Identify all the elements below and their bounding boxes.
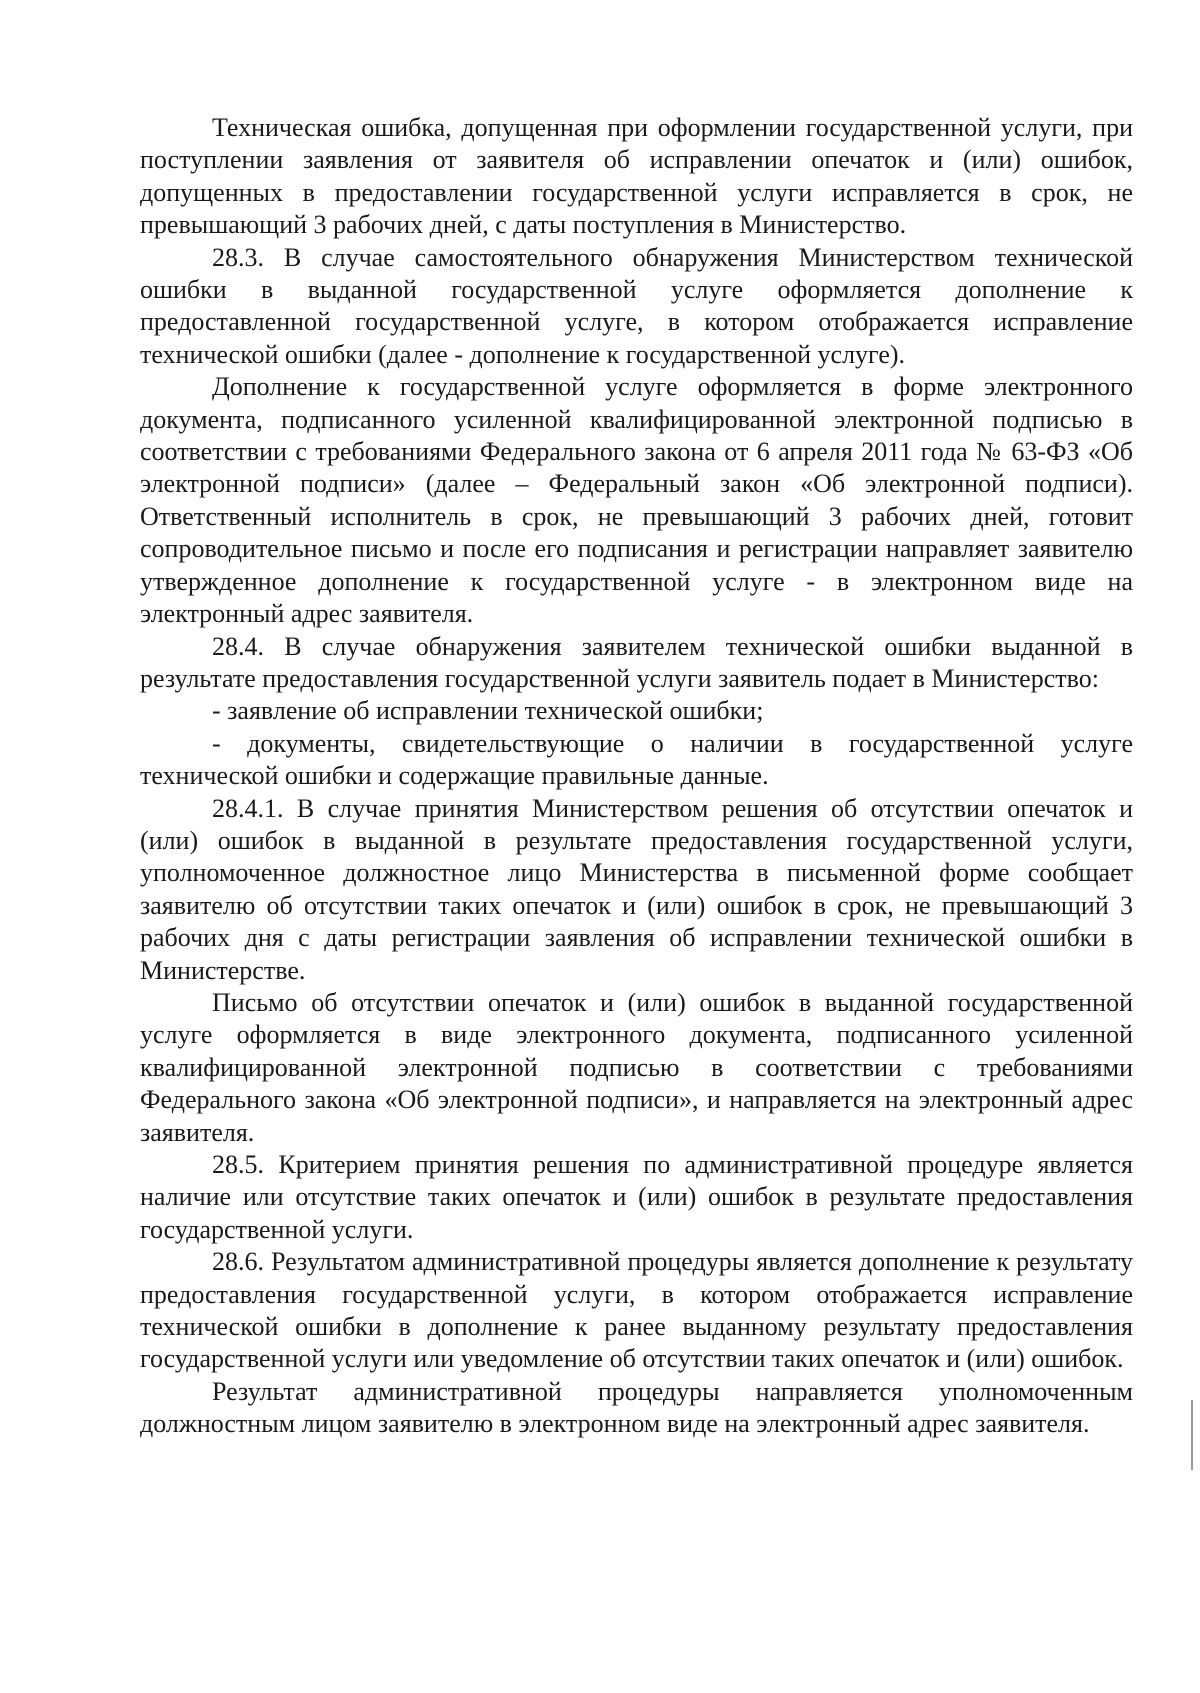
- paragraph-28-4: 28.4. В случае обнаружения заявителем технической ошибки выданной в результате предоставления государственной услуги заявитель подает в Министерство:: [140, 631, 1133, 693]
- paragraph-28-5: 28.5. Критерием принятия решения по административной процедуре является наличие или отсутствие таких опечаток и (или) ошибок в результате предоставления государственной услуги.: [140, 1150, 1133, 1244]
- scan-edge-mark: [1191, 1400, 1193, 1470]
- paragraph-28-3: 28.3. В случае самостоятельного обнаружения Министерством технической ошибки в выданной государственной услуге оформляется дополнение к предоставленной государственной услуге, в котором отображается исправление технической ошибки (далее - дополнение к государственной услуге).: [140, 242, 1133, 369]
- document-body: [140, 112, 1133, 1441]
- paragraph-28-4-1: 28.4.1. В случае принятия Министерством решения об отсутствии опечаток и (или) ошибок в выданной в результате предоставления государственной услуги, уполномоченное должностное лицо Министерства в письменной форме сообщает заявителю об отсутствии таких опечаток и (или) ошибок в срок, не превышающий 3 рабочих дня с даты регистрации заявления об исправлении технической ошибки в Министерстве.: [140, 793, 1133, 985]
- paragraph-letter: Письмо об отсутствии опечаток и (или) ошибок в выданной государственной услуге оформляется в виде электронного документа, подписанного усиленной квалифицированной электронной подписью в соответствии с требованиями Федерального закона «Об электронной подписи», и направляется на электронный адрес заявителя.: [140, 987, 1133, 1147]
- paragraph-28-6: 28.6. Результатом административной процедуры является дополнение к результату предоставления государственной услуги, в котором отображается исправление технической ошибки в дополнение к ранее выданному результату предоставления государственной услуги или уведомление об отсутствии таких опечаток и (или) ошибок.: [140, 1247, 1133, 1374]
- paragraph-supplement-form: Дополнение к государственной услуге оформляется в форме электронного документа, подписанного усиленной квалифицированной электронной подписью в соответствии с требованиями Федерального закона от 6 апреля 2011 года № 63-ФЗ «Об электронной подписи» (далее – Федеральный закон «Об электронной подписи). Ответственный исполнитель в срок, не превышающий 3 рабочих дней, готовит сопроводительное письмо и после его подписания и регистрации направляет заявителю утвержденное дополнение к государственной услуге - в электронном виде на электронный адрес заявителя.: [140, 372, 1133, 629]
- list-item-documents: - документы, свидетельствующие о наличии в государственной услуге технической ошибки и содержащие правильные данные.: [140, 728, 1133, 791]
- paragraph-technical-error: Техническая ошибка, допущенная при оформлении государственной услуги, при поступлении заявления от заявителя об исправлении опечаток и (или) ошибок, допущенных в предоставлении государственной услуги исправляется в срок, не превышающий 3 рабочих дней, с даты поступления в Министерство.: [140, 113, 1133, 240]
- paragraph-result: Результат административной процедуры направляется уполномоченным должностным лицом заявителю в электронном виде на электронный адрес заявителя.: [140, 1376, 1133, 1439]
- list-item-application: - заявление об исправлении технической ошибки;: [212, 696, 764, 726]
